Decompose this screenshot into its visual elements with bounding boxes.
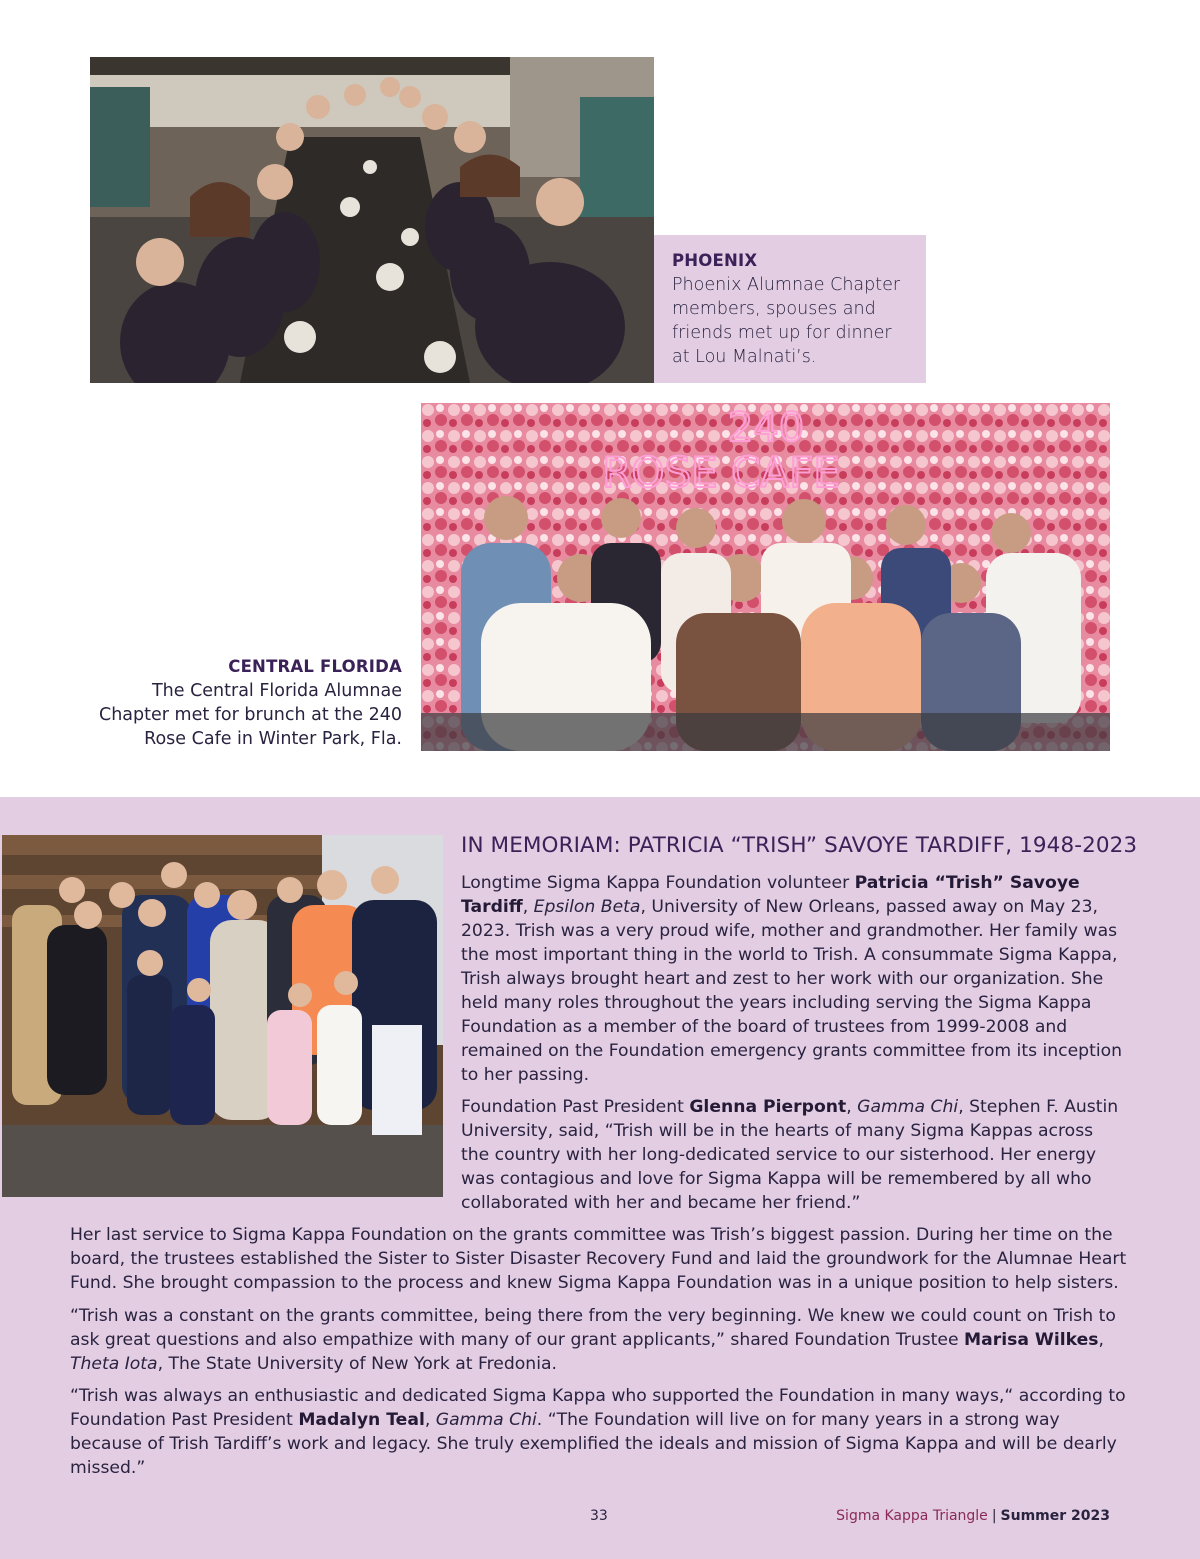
memoriam-paragraph-4 <box>70 1304 1130 1376</box>
memoriam-paragraph-3 <box>70 1223 1130 1295</box>
memoriam-paragraph-5 <box>70 1384 1130 1480</box>
paragraph-text: Longtime Sigma Kappa Foundation volunteer <box>461 873 855 893</box>
paragraph-text: , <box>1098 1330 1104 1350</box>
paragraph-text: , <box>424 1410 436 1430</box>
footer-publication <box>836 1508 1110 1524</box>
name-bold: Patricia “Trish” Savoye Tardiff <box>461 873 1080 917</box>
phoenix-caption-line: friends met up for dinner <box>672 323 892 343</box>
name-bold: Glenna Pierpont <box>689 1097 847 1117</box>
central-florida-caption <box>80 655 402 751</box>
footer-separator: | <box>991 1508 997 1524</box>
memoriam-paragraph-2 <box>461 1095 1121 1215</box>
paragraph-text: Her last service to Sigma Kappa Foundation on the grants committee was Trish’s biggest passion. During her time on the board, the trustees established the Sister to Sister Disaster Recovery Fund and laid the groundwork for the Alumnae Heart Fund. She brought compassion to the process and knew Sigma Kappa Foundation was in a unique position to help sisters. <box>70 1225 1127 1293</box>
neon-sign-rose-cafe: ROSE CAFE <box>602 448 840 497</box>
paragraph-text: . “The Foundation will live on for many years in a strong way because of Trish Tardiff’s work and legacy. She truly exemplified the ideals and mission of Sigma Kappa and will be dearly missed.” <box>70 1410 1117 1478</box>
central-florida-brunch-photo <box>421 403 1110 751</box>
central-florida-caption-line: Chapter met for brunch at the 240 <box>99 705 402 725</box>
paragraph-text: , Stephen F. Austin University, said, “Trish will be in the hearts of many Sigma Kappas across the country with her long-dedicated service to our sisterhood. Her energy was contagious and love for Sigma Kappa will be remembered by all who collaborated with her and became her friend.” <box>461 1097 1119 1213</box>
name-bold: Marisa Wilkes <box>964 1330 1099 1350</box>
chapter-italic: Gamma Chi <box>857 1097 959 1117</box>
tardiff-family-photo <box>2 835 443 1197</box>
paragraph-text: , <box>522 897 534 917</box>
paragraph-text: “Trish was always an enthusiastic and dedicated Sigma Kappa who supported the Foundation in many ways,“ according to Foundation Past President <box>70 1386 1126 1430</box>
phoenix-caption-line: members, spouses and <box>672 299 876 319</box>
central-florida-caption-line: Rose Cafe in Winter Park, Fla. <box>144 729 402 749</box>
name-bold: Madalyn Teal <box>298 1410 425 1430</box>
paragraph-text: , University of New Orleans, passed away on May 23, 2023. Trish was a very proud wife, mother and grandmother. Her family was the most important thing in the world to Trish. A consummate Sigma Kappa, Trish always brought heart and zest to her work with our organization. She held many roles throughout the years including serving the Sigma Kappa Foundation as a member of the board of trustees from 1999-2008 and remained on the Foundation emergency grants committee from its inception to her passing. <box>461 897 1123 1085</box>
phoenix-caption-line: at Lou Malnati’s. <box>672 347 817 367</box>
issue-label: Summer 2023 <box>1000 1508 1110 1524</box>
paragraph-text: , <box>846 1097 858 1117</box>
central-florida-heading: CENTRAL FLORIDA <box>228 657 402 676</box>
neon-sign-240: 240 <box>727 405 805 451</box>
chapter-italic: Theta Iota <box>70 1354 158 1374</box>
memoriam-title: IN MEMORIAM: PATRICIA “TRISH” SAVOYE TARDIFF, 1948-2023 <box>461 833 1138 858</box>
central-florida-caption-line: The Central Florida Alumnae <box>151 681 402 701</box>
paragraph-text: “Trish was a constant on the grants committee, being there from the very beginning. We knew we could count on Trish to ask great questions and also empathize with many of our grant applicants,” shared Foundation Trustee <box>70 1306 1116 1350</box>
phoenix-caption-line: Phoenix Alumnae Chapter <box>672 275 901 295</box>
chapter-italic: Gamma Chi <box>435 1410 537 1430</box>
page-number: 33 <box>590 1508 608 1524</box>
memoriam-paragraph-1 <box>461 871 1137 1087</box>
publication-name: Sigma Kappa Triangle <box>836 1508 988 1524</box>
phoenix-dinner-photo <box>90 57 654 383</box>
phoenix-heading: PHOENIX <box>672 251 758 270</box>
paragraph-text: , The State University of New York at Fredonia. <box>157 1354 557 1374</box>
phoenix-caption-box <box>654 235 926 383</box>
paragraph-text: Foundation Past President <box>461 1097 690 1117</box>
chapter-italic: Epsilon Beta <box>533 897 641 917</box>
